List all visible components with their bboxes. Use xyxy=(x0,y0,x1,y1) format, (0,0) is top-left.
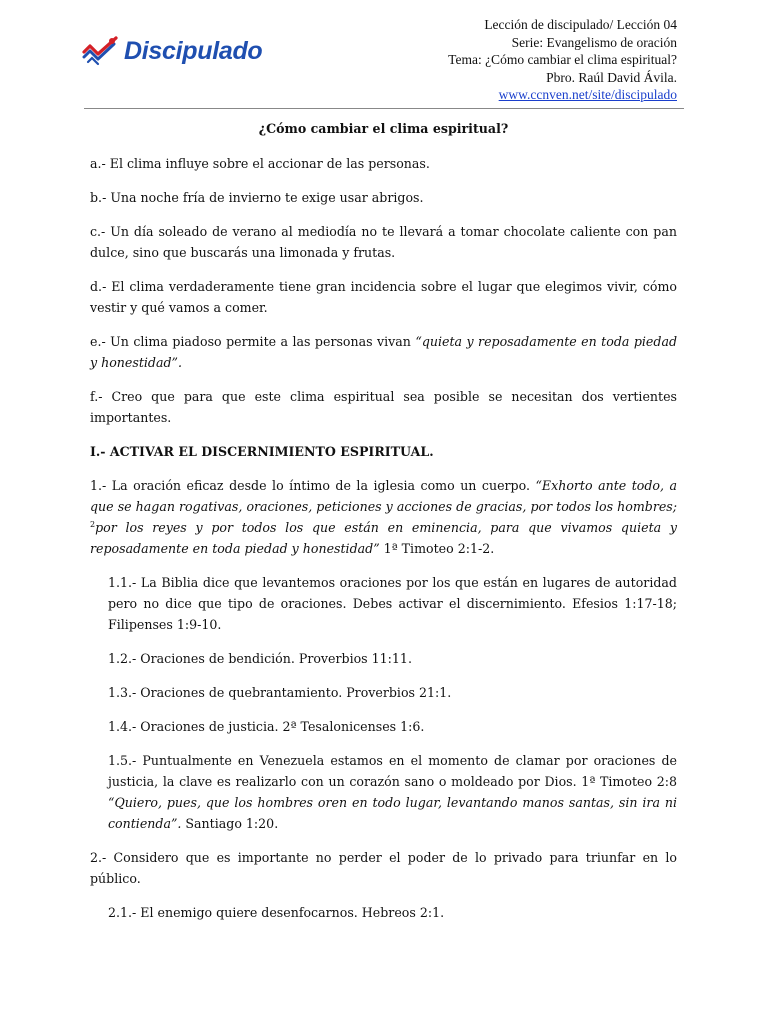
section-heading-1: I.- ACTIVAR EL DISCERNIMIENTO ESPIRITUAL. xyxy=(90,444,434,459)
lesson-series: Serie: Evangelismo de oración xyxy=(511,34,677,50)
point-1-quote-b: por los reyes y por todos los que están en eminencia, para que vivamos quieta y reposadamente en toda piedad y honestidad” xyxy=(90,520,677,556)
point-1-5 xyxy=(108,750,677,834)
discipulado-logo xyxy=(82,36,262,66)
point-1-4: 1.4.- Oraciones de justicia. 2ª Tesalonicenses 1:6. xyxy=(108,719,425,734)
point-e-quote: “quieta y reposadamente en toda piedad y honestidad”. xyxy=(90,334,678,370)
point-2: 2.- Considero que es importante no perder el poder de lo privado para triunfar en lo público. xyxy=(90,850,677,886)
point-f: f.- Creo que para que este clima espiritual sea posible se necesitan dos vertientes importantes. xyxy=(90,389,677,425)
logo-text: Discipulado xyxy=(124,36,263,65)
point-2-1: 2.1.- El enemigo quiere desenfocarnos. Hebreos 2:1. xyxy=(108,905,445,920)
point-1-1: 1.1.- La Biblia dice que levantemos oraciones por los que están en lugares de autoridad pero no dice que tipo de oraciones. Debes activar el discernimiento. Efesios 1:17-18; Filipenses 1:9-10. xyxy=(108,575,677,632)
point-c: c.- Un día soleado de verano al mediodía no te llevará a tomar chocolate caliente con pan dulce, sino que buscarás una limonada y frutas. xyxy=(90,224,677,260)
lesson-number: Lección de discipulado/ Lección 04 xyxy=(484,17,677,32)
point-e xyxy=(90,331,677,373)
point-1-2: 1.2.- Oraciones de bendición. Proverbios 11:11. xyxy=(108,651,412,666)
point-d: d.- El clima verdaderamente tiene gran incidencia sobre el lugar que elegimos vivir, cómo vestir y qué vamos a comer. xyxy=(90,279,677,315)
point-1-5-text: 1.5.- Puntualmente en Venezuela estamos en el momento de clamar por oraciones de justicia, la clave es realizarlo con un corazón sano o moldeado por Dios. 1ª Timoteo 2:8 xyxy=(108,753,677,789)
point-a: a.- El clima influye sobre el accionar de las personas. xyxy=(90,156,430,171)
point-e-text: e.- Un clima piadoso permite a las personas vivan xyxy=(90,334,416,349)
point-1 xyxy=(90,475,677,559)
point-1-5-quote: “Quiero, pues, que los hombres oren en todo lugar, levantando manos santas, sin ira ni contienda”. xyxy=(108,795,677,831)
lesson-body xyxy=(90,118,677,936)
logo-swoosh-icon xyxy=(82,36,120,66)
point-1-text: 1.- La oración eficaz desde lo íntimo de la iglesia como un cuerpo. xyxy=(90,478,536,493)
lesson-author: Pbro. Raúl David Ávila. xyxy=(546,69,677,85)
lesson-header xyxy=(448,16,677,104)
website-link[interactable]: www.ccnven.net/site/discipulado xyxy=(498,87,677,102)
lesson-topic: Tema: ¿Cómo cambiar el clima espiritual? xyxy=(448,52,677,67)
point-1-5-ref: Santiago 1:20. xyxy=(181,816,279,831)
point-1-quote-a: “Exhorto ante todo, a que se hagan rogativas, oraciones, peticiones y acciones de gracias, por todos los hombres; xyxy=(90,478,678,514)
point-1-ref: 1ª Timoteo 2:1-2. xyxy=(379,541,495,556)
point-b: b.- Una noche fría de invierno te exige usar abrigos. xyxy=(90,190,424,205)
page-title: ¿Cómo cambiar el clima espiritual? xyxy=(258,121,509,136)
header-divider xyxy=(84,108,684,109)
verse-number: 2 xyxy=(90,519,96,529)
point-1-3: 1.3.- Oraciones de quebrantamiento. Proverbios 21:1. xyxy=(108,685,452,700)
